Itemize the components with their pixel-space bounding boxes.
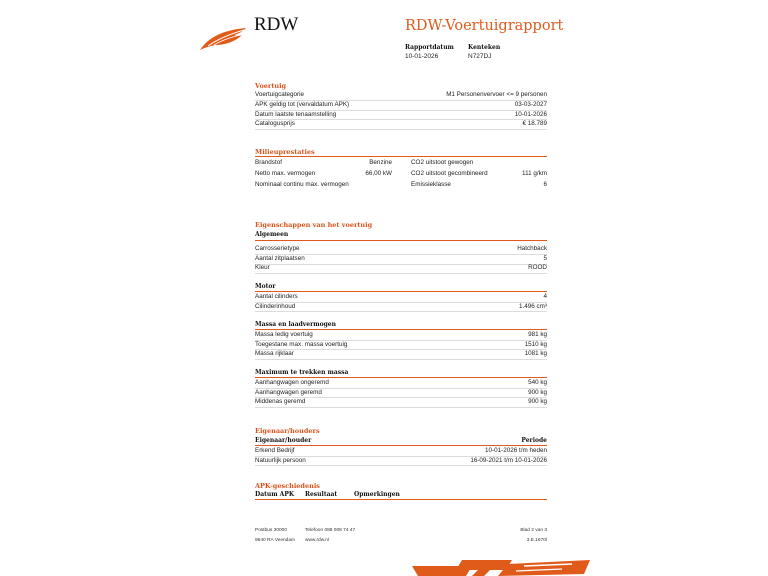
row-value: 540 kg xyxy=(528,379,547,386)
row-value: 111 g/km xyxy=(522,170,547,177)
row-label: Carrosserietype xyxy=(255,245,300,252)
row-label: Aanhangwagen geremd xyxy=(255,388,322,396)
row-value: 03-03-2027 xyxy=(514,101,547,108)
row-label: Nominaal continu max. vermogen xyxy=(255,181,349,188)
section-title-voertuig: Voertuig xyxy=(255,82,287,90)
section-divider xyxy=(255,156,547,157)
table-row xyxy=(255,158,547,169)
footer-address-line2: 9640 RA Veendam xyxy=(255,538,296,543)
footer-website: www.rdw.nl xyxy=(305,538,329,543)
rapportdatum-value: 10-01-2026 xyxy=(405,53,439,60)
table-row xyxy=(255,397,547,408)
rapportdatum-label: Rapportdatum xyxy=(405,44,454,51)
row-value: ROOD xyxy=(528,264,547,271)
section-title-eigenaar: Eigenaar/houders xyxy=(255,427,320,435)
row-value: 1510 kg xyxy=(524,340,547,348)
row-label: Natuurlijk persoon xyxy=(255,456,306,464)
footer-document-code: 3.E.1670l xyxy=(526,538,547,543)
row-label: Aanhangwagen ongeremd xyxy=(255,379,329,386)
section-divider xyxy=(255,240,547,241)
subsection-title-motor: Motor xyxy=(255,283,276,290)
table-row xyxy=(255,349,547,360)
column-header-datum-apk: Datum APK xyxy=(255,491,295,498)
row-value: 900 kg xyxy=(528,398,547,405)
row-label: CO2 uitstoot gecombineerd xyxy=(411,170,488,177)
row-label: Middenas geremd xyxy=(255,398,306,405)
report-title: RDW-Voertuigrapport xyxy=(405,18,564,34)
row-label: Toegestane max. massa voertuig xyxy=(255,340,348,348)
row-label: Cilinderinhoud xyxy=(255,302,296,310)
row-label: APK geldig tot (vervaldatum APK) xyxy=(255,101,350,108)
section-divider xyxy=(255,499,547,500)
kenteken-label: Kenteken xyxy=(468,44,501,51)
column-header-resultaat: Resultaat xyxy=(305,491,338,498)
row-label: Datum laatste tenaamstelling xyxy=(255,110,337,118)
row-label: Aantal cilinders xyxy=(255,293,298,300)
footer-swoosh-icon xyxy=(412,558,590,576)
row-value: Hatchback xyxy=(517,245,547,252)
row-value: 900 kg xyxy=(528,388,547,396)
section-title-milieu: Milieuprestaties xyxy=(255,148,315,156)
rdw-logo-icon xyxy=(198,24,248,52)
row-label: Netto max. vermogen xyxy=(255,170,316,177)
table-row xyxy=(255,169,547,180)
row-value: € 18.789 xyxy=(522,120,547,127)
table-row xyxy=(255,244,547,255)
subsection-title-trekken: Maximum te trekken massa xyxy=(255,369,349,376)
row-label: Erkend Bedrijf xyxy=(255,447,295,454)
row-value: 5 xyxy=(543,255,547,262)
row-label: Voertuigcategorie xyxy=(255,91,305,98)
row-value: 10-01-2026 t/m heden xyxy=(485,447,547,454)
footer-phone: Telefoon 088 008 74 47 xyxy=(305,528,356,533)
kenteken-value: N727DJ xyxy=(468,53,492,60)
row-value: 1081 kg xyxy=(524,350,547,357)
column-header-periode: Periode xyxy=(521,437,547,444)
table-row xyxy=(255,119,547,130)
footer-page-number: Blad 2 van 3 xyxy=(520,528,547,533)
subsection-title-algemeen: Algemeen xyxy=(255,231,289,238)
table-row xyxy=(255,90,547,101)
row-label: Brandstof xyxy=(255,159,282,166)
table-row xyxy=(255,263,547,274)
row-value: M1 Personenvervoer <= 9 personen xyxy=(446,91,547,98)
subsection-title-massa: Massa en laadvermogen xyxy=(255,321,336,328)
row-value: 16-09-2021 t/m 10-01-2026 xyxy=(470,456,547,464)
row-label: Emissieklasse xyxy=(411,181,451,188)
table-row xyxy=(255,180,547,191)
row-label: Massa ledig voertuig xyxy=(255,331,313,338)
logo-text: RDW xyxy=(254,14,299,35)
column-header-opmerkingen: Opmerkingen xyxy=(354,491,400,498)
row-value: 66,00 kW xyxy=(365,170,392,177)
column-header-eigenaar: Eigenaar/houder xyxy=(255,437,312,444)
table-row xyxy=(255,302,547,313)
row-label: Aantal zitplaatsen xyxy=(255,255,305,262)
row-label: Kleur xyxy=(255,264,270,271)
row-value: 4 xyxy=(543,293,547,300)
section-title-apk: APK-geschiedenis xyxy=(255,482,320,490)
section-title-eigenschappen: Eigenschappen van het voertuig xyxy=(255,221,373,229)
footer-address-line1: Postbus 30000 xyxy=(255,528,288,533)
row-label: Catalogusprijs xyxy=(255,120,295,127)
table-row xyxy=(255,456,547,467)
row-value: 6 xyxy=(543,181,547,188)
row-value: 1.496 cm³ xyxy=(519,302,547,310)
row-value: Benzine xyxy=(369,159,392,166)
row-value: 981 kg xyxy=(528,331,547,338)
row-label: CO2 uitstoot gewogen xyxy=(411,159,474,166)
row-label: Massa rijklaar xyxy=(255,350,294,357)
row-value: 10-01-2026 xyxy=(514,110,547,118)
